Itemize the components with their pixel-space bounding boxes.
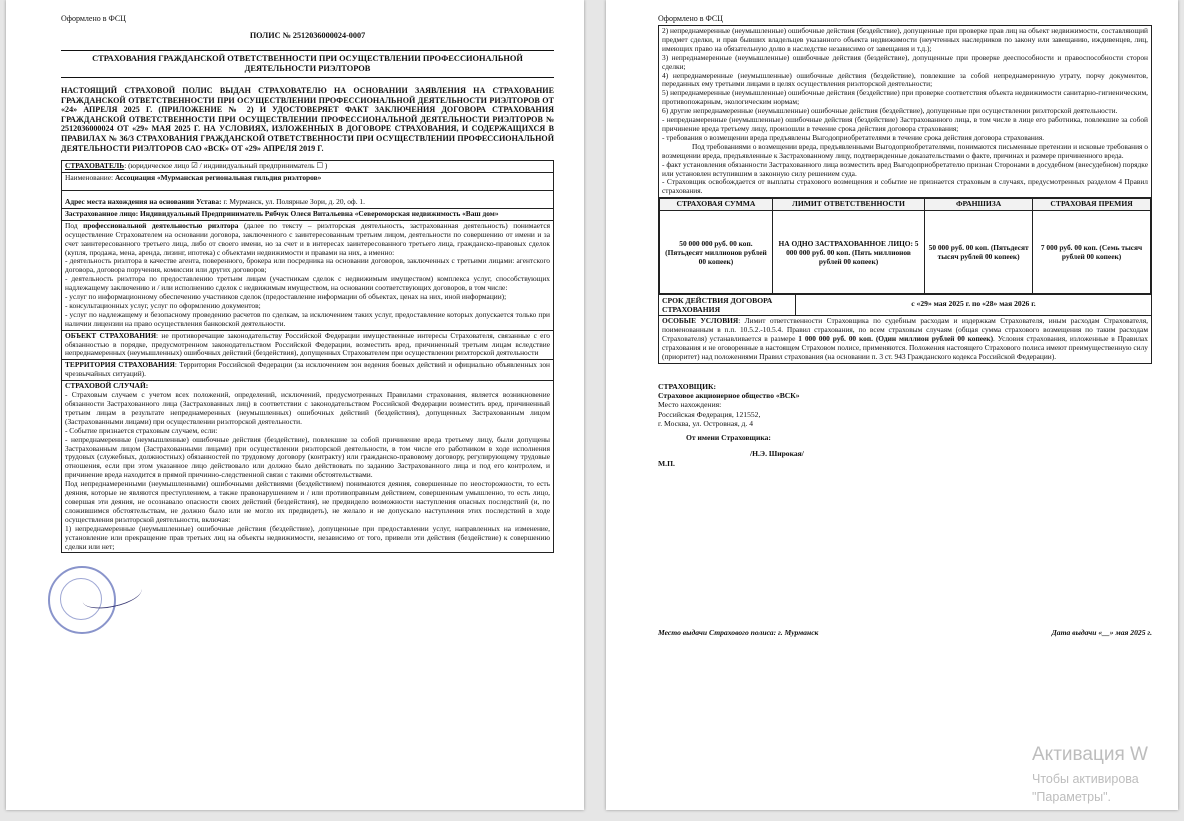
policy-number: ПОЛИС № 2512036000024-0007 — [249, 31, 366, 40]
limit-cell — [772, 211, 924, 294]
condition-item: 5) непреднамеренные (неумышленные) ошибочные действия (бездействие) при проверке соответствия объекта недвижимости санитарно-гигиеническим, противопожарным, экологическим нормам; — [662, 88, 1148, 107]
condition-item: - требования о возмещении вреда предъявлены Выгодоприобретателями в течение срока действия договора страхования. — [662, 132, 1045, 142]
activation-line: "Параметры". — [1032, 790, 1111, 804]
activity-row — [62, 221, 553, 331]
insured-person-label: Застрахованное лицо: — [65, 208, 139, 218]
sum-header: СТРАХОВАЯ СУММА — [660, 199, 773, 211]
deductible-cell: 50 000 руб. 00 коп. (Пятьдесят тысяч рублей 00 копеек) — [925, 211, 1033, 294]
sum-cell: 50 000 000 руб. 00 коп. (Пятьдесят миллионов рублей 00 копеек) — [660, 211, 773, 294]
insured-event-row — [62, 381, 553, 552]
release-text: - Страховщик освобождается от выплаты страхового возмещения и событие не признается страховым в случаях, предусмотренных разделом 4 Правил страхования. — [662, 177, 1148, 196]
insured-event-paragraph: - Событие признается страховым случаем, если: — [65, 425, 218, 435]
fsc-stamp-label: Оформлено в ФСЦ — [658, 14, 723, 23]
limit-value: : 5 000 000 руб. 00 коп. (Пять миллионов рублей 00 копеек) — [786, 238, 919, 266]
activity-item: - деятельность риэлтора в качестве агента, поверенного, брокера или посредника на основании договоров, заключенных с третьими лицами: агентского договора, договора поручения, комиссии или других договоров; — [65, 256, 550, 275]
requirements-text: Под требованиями о возмещении вреда, предъявленными Выгодоприобретателями, понимаются письменные претензии и исковые требования о возмещении вреда, предъявленные к Застрахованному лицу, подтвержденные доказательствами о факте, причинах и размере причиненного вреда. — [662, 141, 1148, 160]
condition-item: 2) непреднамеренные (неумышленные) ошибочные действия (бездействие), допущенные при проверке прав лиц на объект недвижимости, составляющий предмет сделки, и прав бывших владельцев указанного объекта недвижимости (неучтенных наследников по закону или завещанию, иждивенцев, лиц, имеющих право на обязательную долю в наследстве независимо от завещания и т.д.); — [662, 26, 1148, 53]
insured-event-paragraph: - непреднамеренные (неумышленные) ошибочные действия (бездействие), повлекшие за собой причинение вреда третьему лицу, были допущены Застрахованным лицом (Застрахованными лицами) при осуществлении риэлторской деятельности, в том числе его работником в ходе исполнения трудовых (служебных, должностных) обязанностей по трудовому договору (контракту) или гражданско-правовому договору, регулирующему трудовые отношения, если при этом указанное лицо действовало или должно было действовать по заданию Застрахованного лица и под его контролем, и причинение вреда находится в прямой причинно-следственной связи с такими обстоятельствами. — [65, 434, 550, 480]
insured-type-label: СТРАХОВАТЕЛЬ — [65, 161, 125, 171]
activity-item: - услуг по надлежащему и безопасному проведению расчетов по сделкам, за исключением таких услуг, предоставление которых допускается только при наличии лицензии на право осуществления банковской деятельности. — [65, 309, 550, 328]
location-line1: Российская Федерация, 121552, — [658, 409, 761, 419]
activity-bold: профессиональной деятельностью риэлтора — [83, 220, 239, 230]
territory-label: ТЕРРИТОРИЯ СТРАХОВАНИЯ — [65, 360, 175, 370]
address-value: г. Мурманск, ул. Полярные Зори, д. 20, оф. 1. — [223, 196, 365, 206]
insurer-block: СТРАХОВЩИК: Страховое акционерное общество «ВСК» Место нахождения: Российская Федерация, 121552, г. Москва, ул. Островная, д. 4 От имени Страховщика: /Н.Э. Широкая/ М.П. — [658, 382, 1152, 468]
deductible-header: ФРАНШИЗА — [925, 199, 1033, 211]
condition-item: 6) другие непреднамеренные (неумышленные) ошибочные действия (бездействие), допущенные при осуществлении риэлторской деятельности. — [662, 106, 1118, 116]
object-row — [62, 331, 553, 361]
fact-text: - факт установления обязанности Застрахованного лица возместить вред Выгодоприобретателю признан Сторонами в досудебном (внесудебном) порядке или установлен вступившим в законную силу решением суда. — [662, 159, 1148, 178]
activity-item: - услуг по информационному обеспечению участников сделок (предоставление информации об объектах, ценах на них, иной информации); — [65, 292, 507, 302]
policy-page-2 — [606, 0, 1178, 810]
special-text: : Лимит ответственности Страховщика по судебным расходам и издержкам Страхователя, иным расходам Страхователя, поименованным в п.п. 10.5.2.-10.5.4. Правил страхования, по всем страховым случаям (общая сумма страхового возмещения по таким расходам Страхователя) устанавливается в размере — [662, 316, 1148, 343]
territory-row — [62, 360, 553, 381]
location-label: Место нахождения: — [658, 400, 722, 410]
limit-header: ЛИМИТ ОТВЕТСТВЕННОСТИ — [772, 199, 924, 211]
special-conditions-row — [659, 315, 1151, 363]
condition-item: - непреднамеренные (неумышленные) ошибочные действия (бездействие) Застрахованного лица, в том числе в лице его работника, повлекшие за собой причинение вреда третьему лицу, произошли в течение срока действия договора страхования; — [662, 115, 1148, 133]
insurer-label: СТРАХОВЩИК — [658, 381, 714, 391]
insured-event-paragraph: Под непреднамеренными (неумышленными) ошибочными действиями (бездействием) понимаются деяния, совершенные по неосторожности, то есть деяния, которые не являются преступлением, а также правонарушением и / или противоправным действием, совершенным умышленно, то есть лицо, совершая эти деяния, не осознавало опасности своих действий (бездействия), не предвидело возможности наступления опасных последствий (и, по сложившимся обстоятельствам, не должно было или не могло их предвидеть), не желало и не допускало наступления этих последствий в ходе осуществления риэлторской деятельности, включая: — [65, 479, 550, 524]
object-text: : не противоречащие законодательству Российской Федерации имущественные интересы Страхователя, связанные с его обязанностью в порядке, предусмотренном законодательством Российской Федерации, возместить вред, причиненный третьим лицам вследствие непреднамеренных (неумышленных) ошибочных действий (бездействия), допущенных Страхователем при осуществлении риэлторской деятельности — [65, 330, 550, 358]
issue-footer — [658, 628, 1152, 637]
activity-item: - консультационных услуг, услуг по оформлению документов; — [65, 300, 261, 310]
policy-heading: СТРАХОВАНИЯ ГРАЖДАНСКОЙ ОТВЕТСТВЕННОСТИ ПРИ ОСУЩЕСТВЛЕНИИ ПРОФЕССИОНАЛЬНОЙ ДЕЯТЕЛЬНОСТИ РИЭЛТОРОВ — [61, 50, 554, 78]
premium-cell: 7 000 руб. 00 коп. (Семь тысяч рублей 00 копеек) — [1033, 211, 1151, 294]
name-row — [62, 173, 553, 191]
name-value: Ассоциация «Мурманская региональная гильдия риэлторов» — [114, 173, 322, 183]
date-of-issue: Дата выдачи «__» мая 2025 г. — [1051, 628, 1152, 637]
object-label: ОБЪЕКТ СТРАХОВАНИЯ — [65, 330, 157, 340]
activity-lead: Под — [65, 220, 78, 230]
period-row — [659, 294, 1151, 315]
insured-person-value: Индивидуальный Предприниматель Рябчук Олеся Витальевна «Североморская недвижимость «Ваш дом» — [140, 208, 499, 218]
insured-event-label: СТРАХОВОЙ СЛУЧАЙ: — [65, 381, 149, 391]
insured-person-row — [62, 209, 553, 221]
condition-item: 4) непреднамеренные (неумышленные) ошибочные действия (бездействие), повлекшие за собой непреднамеренную утрату, порчу документов, переданных ему третьими лицами в целях осуществления риэлторской деятельности; — [662, 70, 1148, 89]
name-label: Наименование: — [65, 173, 114, 183]
insured-event-paragraph: - Страховым случаем с учетом всех положений, определений, исключений, предусмотренных Правилами страхования, является возникновение обязанности Застрахованного лица (Застрахованных лиц) в соответствии с законодательством Российской Федерации возместить вред, причиненный третьим лицам в результате непреднамеренных (неумышленных) ошибочных действий (бездействия), допущенных Застрахованным лицом (Застрахованными лицами) при осуществлении риэлторской деятельности. — [65, 390, 550, 426]
signer-name: /Н.Э. Широкая/ — [750, 449, 804, 459]
insured-type-row — [62, 161, 553, 173]
activity-item: - деятельность риэлтора по предоставлению третьим лицам (участникам сделок с недвижимым имуществом) комплекса услуг, способствующих надлежащему заключению и / или исполнению сделок с недвижимым имуществом, на основании соответствующих договоров, в том числе: — [65, 274, 550, 293]
policy-page-1 — [6, 0, 584, 810]
territory-text: : Территория Российской Федерации (за исключением зон ведения боевых действий и официально объявленных зон чрезвычайных ситуаций). — [65, 360, 550, 379]
insured-type-text: : (юридическое лицо ☑ / индивидуальный предприниматель ☐ ) — [124, 161, 328, 171]
insured-event-paragraph: 1) непреднамеренные (неумышленные) ошибочные действия (бездействие), допущенные при предоставлении услуг, направленных на изменение, установление или прекращение прав третьих лиц на объекты недвижимости, независимо от того, привели эти действия (бездействие) к совершению сделки или нет; — [65, 523, 550, 551]
activation-title: Активация W — [1032, 744, 1148, 765]
fsc-stamp-label: Оформлено в ФСЦ — [61, 14, 126, 23]
policy-intro: НАСТОЯЩИЙ СТРАХОВОЙ ПОЛИС ВЫДАН СТРАХОВАТЕЛЮ НА ОСНОВАНИИ ЗАЯВЛЕНИЯ НА СТРАХОВАНИЕ ГРАЖДАНСКОЙ ОТВЕТСТВЕННОСТИ ПРИ ОСУЩЕСТВЛЕНИИ ПРОФЕССИОНАЛЬНОЙ ДЕЯТЕЛЬНОСТИ РИЭЛТОРОВ ОТ «24» АПРЕЛЯ 2025 Г. (ПРИЛОЖЕНИЕ № 2) И УДОСТОВЕРЯЕТ ФАКТ ЗАКЛЮЧЕНИЯ ДОГОВОРА СТРАХОВАНИЯ ГРАЖДАНСКОЙ ОТВЕТСТВЕННОСТИ ПРИ ОСУЩЕСТВЛЕНИИ ПРОФЕССИОНАЛЬНОЙ ДЕЯТЕЛЬНОСТИ РИЭЛТОРОВ № 2512036000024 ОТ «29» МАЯ 2025 Г. НА УСЛОВИЯХ, ИЗЛОЖЕННЫХ В ДОГОВОРЕ СТРАХОВАНИЯ, И СОДЕРЖАЩИХСЯ В ПРАВИЛАХ № 36/3 СТРАХОВАНИЯ ГРАЖДАНСКОЙ ОТВЕТСТВЕННОСТИ ПРИ ОСУЩЕСТВЛЕНИИ ПРОФЕССИОНАЛЬНОЙ ДЕЯТЕЛЬНОСТИ РИЭЛТОРОВ САО «ВСК» ОТ «29» АПРЕЛЯ 2019 Г. — [61, 86, 554, 153]
limit-title: НА ОДНО ЗАСТРАХОВАННОЕ ЛИЦО — [778, 238, 911, 248]
place-of-issue: Место выдачи Страхового полиса: г. Мурманск — [658, 628, 819, 637]
condition-item: 3) непреднамеренные (неумышленные) ошибочные действия (бездействие), допущенные при проверке дееспособности и правоспособности сторон сделки; — [662, 52, 1148, 71]
insurer-name: Страховое акционерное общество «ВСК» — [658, 390, 800, 400]
financial-terms-table — [659, 198, 1151, 294]
location-line2: г. Москва, ул. Островная, д. 4 — [658, 418, 753, 428]
activity-text: (далее по тексту – риэлторская деятельность, застрахованная деятельность) понимается осуществление Страхователем на основании договора, заключенного с заинтересованным третьим лицом, деятельности по совершению от имени и за счет заинтересованного третьего лица, либо от своего имени, но за счет и в интересах заинтересованного третьего лица, гражданско-правовых сделок (купля, продажа, мена, аренда, лизинг, ипотека) с объектами недвижимости и правами на них, а именно: — [65, 220, 550, 257]
on-behalf-label: От имени Страховщика: — [686, 433, 771, 443]
address-row — [62, 191, 553, 209]
special-amount: 1 000 000 руб. 00 коп. (Один миллион рублей 00 копеек) — [798, 333, 994, 343]
special-tail: . Условия страхования, изложенные в Правилах страхования и не оговоренные в настоящем Страховом полисе, применяются. Положения настоящего Страхового полиса имеют преимущественную силу (приоритет) над положениями Правил страхования (на основании п. 3 ст. 943 Гражданского кодекса Российской Федерации). — [662, 333, 1148, 361]
period-label: СРОК ДЕЙСТВИЯ ДОГОВОРА СТРАХОВАНИЯ — [659, 295, 796, 315]
activation-line: Чтобы активирова — [1032, 772, 1139, 786]
premium-header: СТРАХОВАЯ ПРЕМИЯ — [1033, 199, 1151, 211]
policy-conditions-table — [658, 25, 1152, 364]
special-label: ОСОБЫЕ УСЛОВИЯ — [662, 316, 739, 326]
conditions-row — [659, 26, 1151, 198]
address-label: Адрес места нахождения на основании Устава: — [65, 196, 222, 206]
policy-details-table — [61, 160, 554, 553]
windows-activation-watermark — [1032, 744, 1148, 804]
mp-label: М.П. — [658, 458, 675, 468]
period-value: с «29» мая 2025 г. по «28» мая 2026 г. — [911, 299, 1036, 309]
